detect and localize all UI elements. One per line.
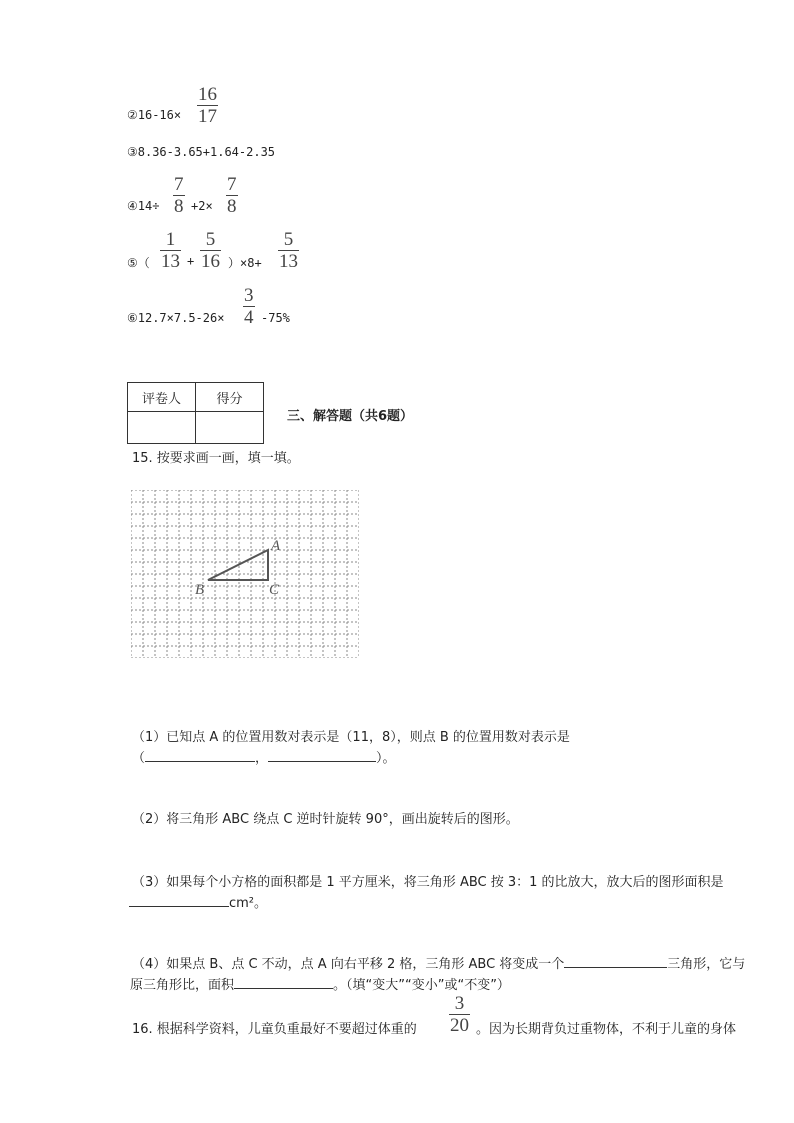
fraction-numerator: 16: [198, 84, 217, 105]
fraction-numerator: 3: [454, 993, 465, 1014]
expression-6-suffix: -75%: [261, 311, 290, 325]
fraction-denominator: 16: [201, 251, 220, 272]
label-a: A: [271, 538, 281, 554]
expression-5-fraction-1: [160, 230, 181, 271]
label-b: B: [195, 582, 205, 598]
expression-2-fraction: [197, 85, 218, 126]
label-c: C: [269, 582, 280, 598]
part-4-text-d: 。（填“变大”“变小”或“不变”）: [333, 978, 510, 993]
unit-cm2: cm²。: [229, 896, 268, 911]
question-15-part-1-answer: [132, 747, 396, 766]
reviewer-header: 评卷人: [128, 383, 196, 412]
expression-5-prefix: ⑤（: [127, 256, 150, 270]
score-header: 得分: [196, 383, 264, 412]
expression-6-prefix: ⑥12.7×7.5-26×: [127, 311, 225, 325]
fraction-numerator: 1: [165, 229, 176, 250]
expression-4-fraction-1: [173, 175, 185, 216]
expression-4-mid: +2×: [191, 199, 213, 213]
answer-blank-area-change[interactable]: [234, 975, 333, 989]
expression-4-prefix: ④14÷: [127, 199, 160, 213]
expression-3: ③8.36-3.65+1.64-2.35: [127, 145, 276, 159]
fraction-numerator: 7: [227, 174, 237, 195]
grid-figure: [131, 490, 359, 658]
question-16-suffix: 。因为长期背负过重物体，不利于儿童的身体: [476, 1022, 737, 1037]
question-15-part-4-line-2: [130, 974, 510, 993]
section-title: 三、解答题（共6题）: [287, 409, 414, 424]
question-15-part-2: （2）将三角形 ABC 绕点 C 逆时针旋转 90°，画出旋转后的图形。: [132, 812, 519, 827]
expression-5-fraction-2: [200, 230, 221, 271]
expression-5-fraction-3: [278, 230, 299, 271]
score-cell[interactable]: [196, 412, 264, 444]
part-4-text-b: 三角形，它与: [667, 957, 746, 972]
answer-blank-x[interactable]: [145, 748, 255, 762]
fraction-denominator: 4: [244, 307, 254, 328]
answer-blank-area[interactable]: [129, 893, 229, 907]
part-4-text-c: 原三角形比，面积: [130, 978, 235, 993]
score-table: [127, 382, 264, 444]
fraction-denominator: 13: [161, 251, 180, 272]
fraction-numerator: 7: [174, 174, 184, 195]
paren-open: （: [132, 751, 146, 766]
question-15-part-3: （3）如果每个小方格的面积都是 1 平方厘米，将三角形 ABC 按 3：1 的比放大，放大后的图形面积是: [132, 875, 724, 890]
question-15-title: 15. 按要求画一画，填一填。: [132, 451, 300, 466]
question-15-part-3-answer: [129, 892, 267, 911]
question-15-part-1: （1）已知点 A 的位置用数对表示是（11，8），则点 B 的位置用数对表示是: [132, 730, 570, 745]
answer-blank-triangle-type[interactable]: [564, 954, 667, 968]
part-4-text-a: （4）如果点 B、点 C 不动，点 A 向右平移 2 格，三角形 ABC 将变成一个: [132, 957, 565, 972]
comma: ，: [255, 751, 269, 766]
expression-6-fraction: [243, 286, 255, 327]
fraction-denominator: 8: [227, 196, 237, 217]
fraction-numerator: 3: [244, 285, 254, 306]
fraction-denominator: 8: [174, 196, 184, 217]
fraction-numerator: 5: [283, 229, 294, 250]
fraction-numerator: 5: [205, 229, 216, 250]
question-16-fraction: [449, 994, 470, 1035]
fraction-denominator: 13: [279, 251, 298, 272]
expression-2-prefix: ②16-16×: [127, 108, 182, 122]
paren-close: ）。: [376, 751, 396, 766]
question-15-part-4: [132, 953, 745, 972]
expression-5-mid: ）×8+: [228, 256, 262, 270]
fraction-denominator: 20: [450, 1015, 469, 1036]
expression-4-fraction-2: [226, 175, 238, 216]
reviewer-cell[interactable]: [128, 412, 196, 444]
fraction-denominator: 17: [198, 106, 217, 127]
question-16-prefix: 16. 根据科学资料，儿童负重最好不要超过体重的: [132, 1022, 417, 1037]
expression-5-plus: +: [187, 254, 195, 268]
answer-blank-y[interactable]: [268, 748, 376, 762]
triangle-abc: [208, 550, 268, 580]
